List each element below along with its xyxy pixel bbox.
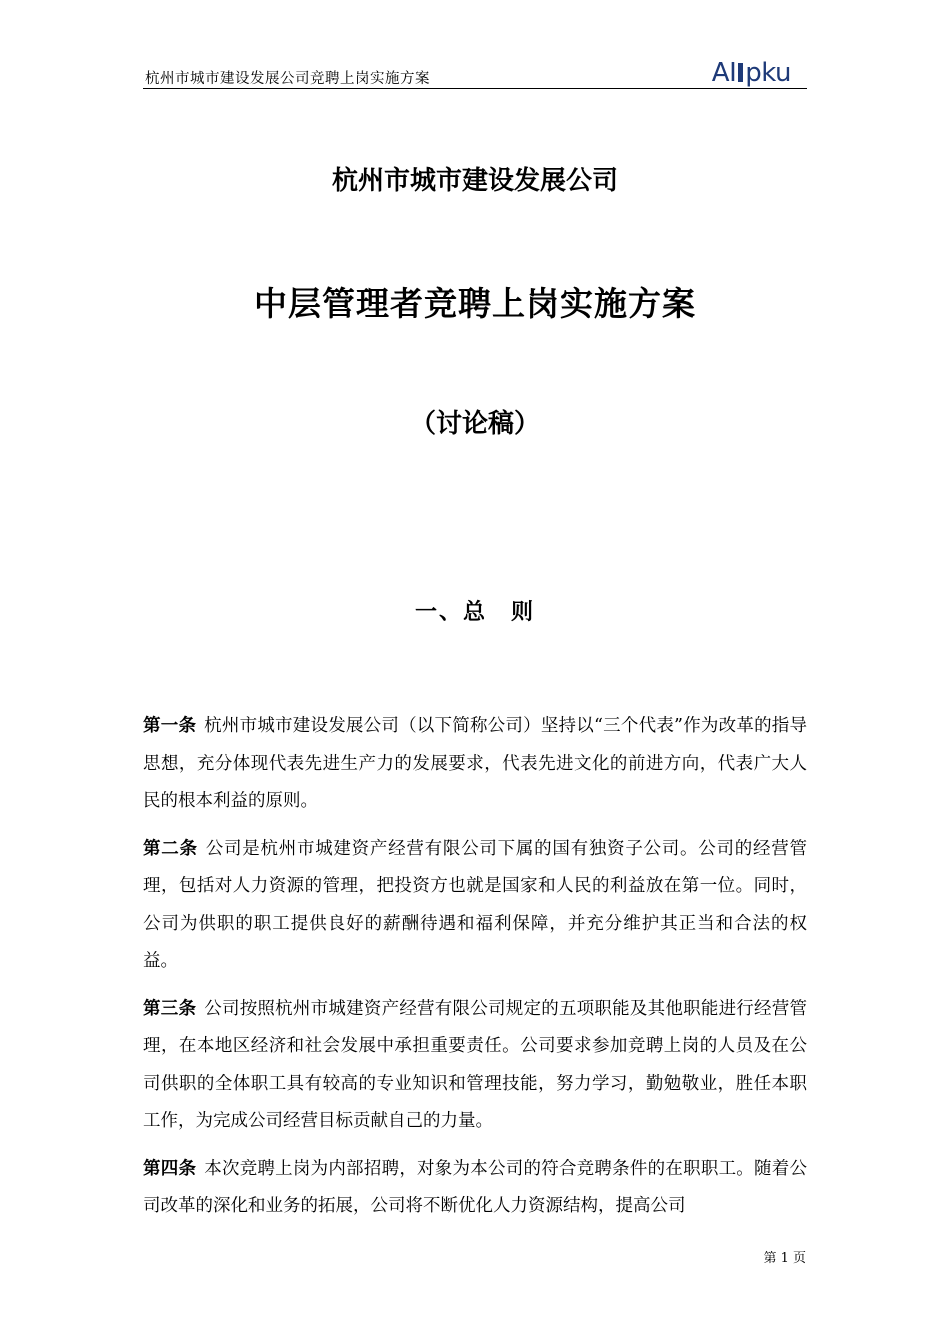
article-text: 杭州市城市建设发展公司（以下简称公司）坚持以“三个代表”作为改革的指导思想，充分体现代表先进生产力的发展要求，代表先进文化的前进方向，代表广大人民的根本利益的原则。 [143, 716, 808, 811]
article-label: 第三条 [143, 998, 197, 1019]
alpku-logo [712, 60, 791, 86]
article-3 [143, 991, 807, 1141]
article-text: 公司是杭州市城建资产经营有限公司下属的国有独资子公司。公司的经营管理，包括对人力资源的管理，把投资方也就是国家和人民的利益放在第一位。同时，公司为供职的职工提供良好的薪酬待遇和福利保障，并充分维护其正当和合法的权益。 [143, 838, 808, 971]
page-number: 第 1 页 [763, 1251, 806, 1266]
article-text: 本次竞聘上岗为内部招聘，对象为本公司的符合竞聘条件的在职职工。随着公司改革的深化和业务的拓展，公司将不断优化人力资源结构，提高公司 [143, 1158, 808, 1216]
article-2 [143, 831, 807, 981]
article-1 [143, 708, 807, 821]
document-title: 中层管理者竞聘上岗实施方案 [254, 284, 696, 323]
organization-title: 杭州市城市建设发展公司 [331, 166, 618, 196]
header-title: 杭州市城市建设发展公司竞聘上岗实施方案 [145, 71, 430, 87]
logo-text-left: AI [711, 58, 737, 88]
section-heading: 一、总 则 [414, 599, 535, 625]
article-4 [143, 1151, 807, 1226]
document-body [143, 708, 807, 1236]
draft-note: （讨论稿） [409, 409, 540, 439]
page-header [143, 60, 807, 89]
article-label: 第二条 [143, 838, 198, 859]
article-label: 第一条 [143, 716, 197, 736]
logo-text-right: pku [745, 58, 791, 88]
article-label: 第四条 [143, 1158, 197, 1179]
article-text: 公司按照杭州市城建资产经营有限公司规定的五项职能及其他职能进行经营管理，在本地区经济和社会发展中承担重要责任。公司要求参加竞聘上岗的人员及在公司供职的全体职工具有较高的专业知识和管理技能，努力学习，勤勉敬业，胜任本职工作，为完成公司经营目标贡献自己的力量。 [143, 998, 808, 1131]
logo-bar-icon [738, 63, 743, 82]
